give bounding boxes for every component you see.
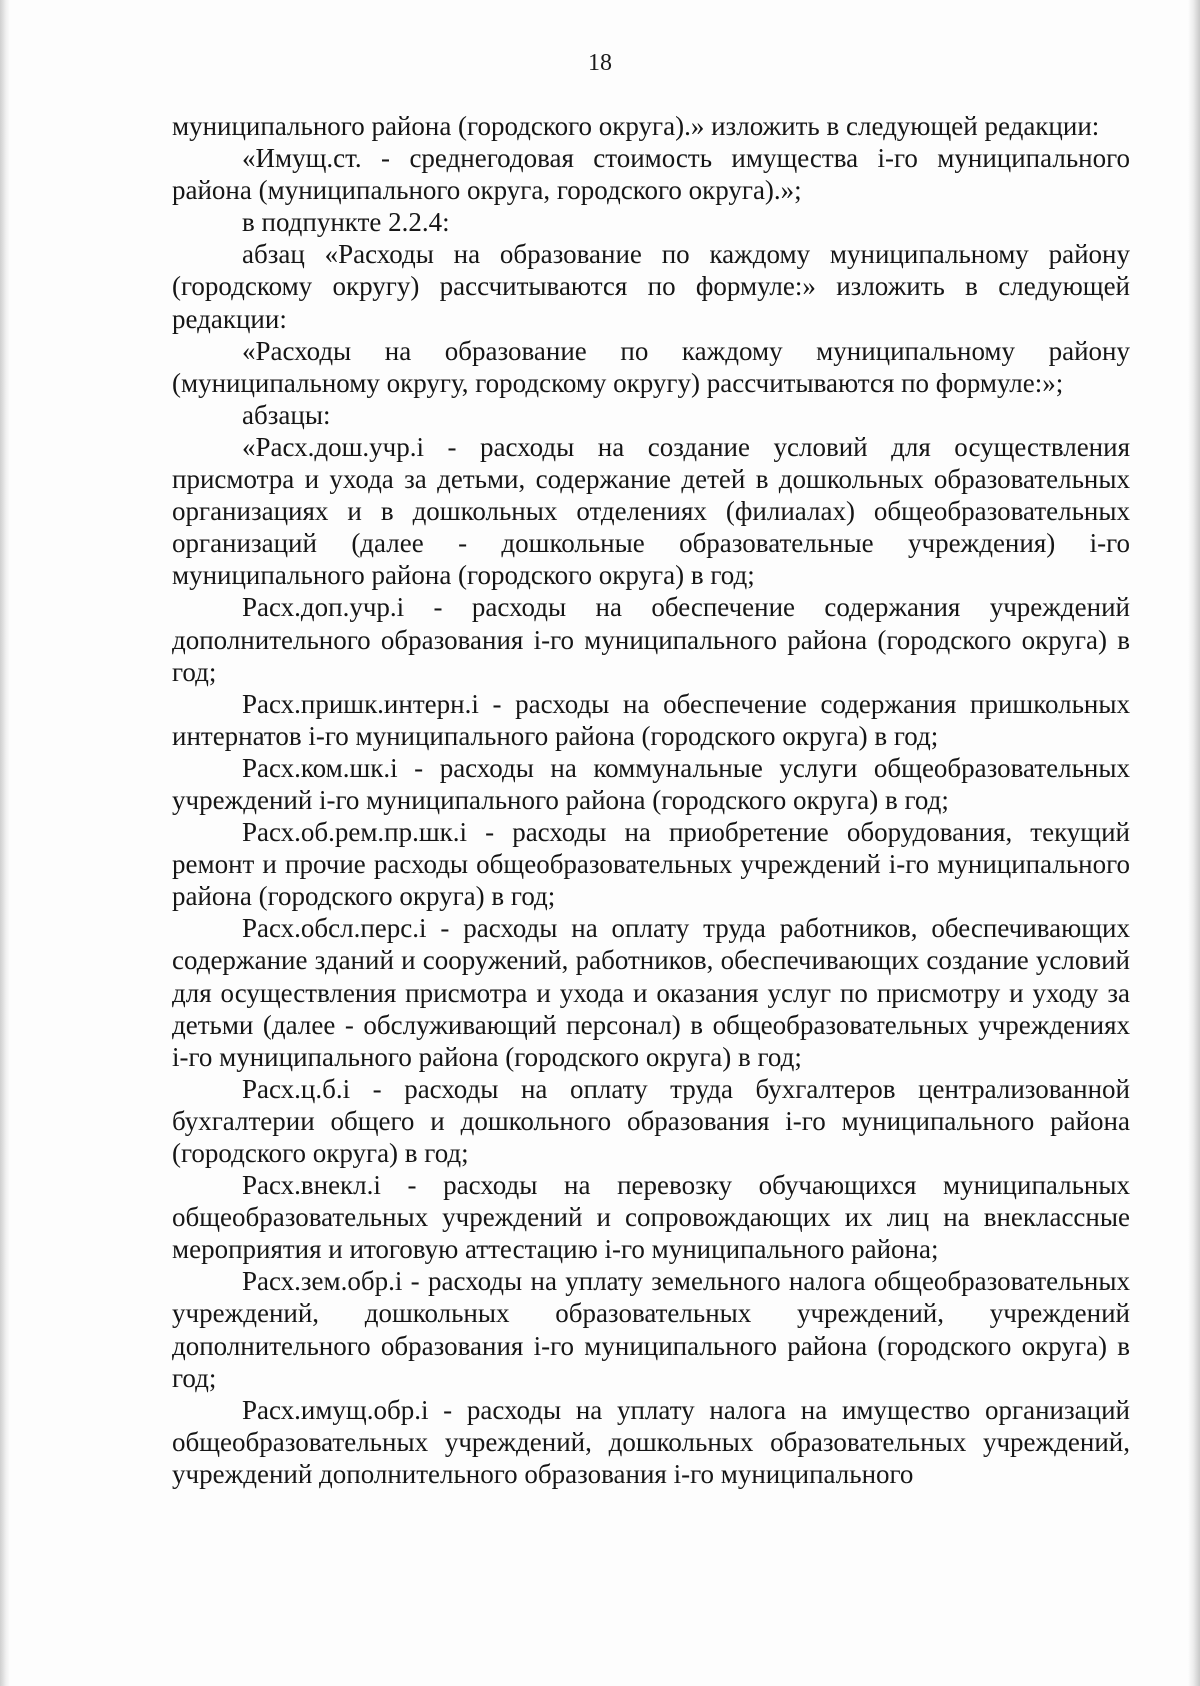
paragraph: Расх.об.рем.пр.шк.i - расходы на приобретение оборудования, текущий ремонт и прочие расходы общеобразовательных учреждений i-го муниципального района (городского округа) в год; [172,817,1130,912]
paragraph: «Расходы на образование по каждому муниципальному району (муниципальному округу, городскому округу) рассчитываются по формуле:»; [172,335,1130,398]
paragraph: абзац «Расходы на образование по каждому муниципальному району (городскому округу) рассчитываются по формуле:» изложить в следующей редакции: [172,239,1130,334]
paragraph: Расх.имущ.обр.i - расходы на уплату налога на имущество организаций общеобразовательных учреждений, дошкольных образовательных учреждений, учреждений дополнительного образования i-го муниципального [172,1394,1130,1489]
scan-edge-left [0,0,10,1686]
paragraph: Расх.внекл.i - расходы на перевозку обучающихся муниципальных общеобразовательных учреждений и сопровождающих их лиц на внеклассные мероприятия и итоговую аттестацию i-го муниципального района; [172,1170,1130,1265]
paragraph: Расх.зем.обр.i - расходы на уплату земельного налога общеобразовательных учреждений, дошкольных образовательных учреждений, учреждений дополнительного образования i-го муниципального района (городского округа) в год; [172,1266,1130,1393]
paragraph: Расх.обсл.перс.i - расходы на оплату труда работников, обеспечивающих содержание зданий и сооружений, работников, обеспечивающих создание условий для осуществления присмотра и ухода и оказания услуг по присмотру и уходу за детьми (далее - обслуживающий персонал) в общеобразовательных учреждениях i-го муниципального района (городского округа) в год; [172,913,1130,1072]
scan-edge-right [1188,0,1200,1686]
document-body [172,110,1130,1490]
paragraph: Расх.пришк.интерн.i - расходы на обеспечение содержания пришкольных интернатов i-го муниципального района (городского округа) в год; [172,688,1130,751]
paragraph: абзацы: [242,399,331,430]
paragraph: Расх.доп.учр.i - расходы на обеспечение содержания учреждений дополнительного образования i-го муниципального района (городского округа) в год; [172,592,1130,687]
paragraph: «Расх.дош.учр.i - расходы на создание условий для осуществления присмотра и ухода за детьми, содержание детей в дошкольных образовательных организациях и в дошкольных отделениях (филиалах) общеобразовательных организаций (далее - дошкольные образовательные учреждения) i-го муниципального района (городского округа) в год; [172,431,1130,591]
paragraph: муниципального района (городского округа).» изложить в следующей редакции: [172,111,1100,141]
paragraph: «Имущ.ст. - среднегодовая стоимость имущества i-го муниципального района (муниципального округа, городского округа).»; [172,143,1130,206]
paragraph: Расх.ц.б.i - расходы на оплату труда бухгалтеров централизованной бухгалтерии общего и дошкольного образования i-го муниципального района (городского округа) в год; [172,1073,1130,1168]
paragraph: Расх.ком.шк.i - расходы на коммунальные услуги общеобразовательных учреждений i-го муниципального района (городского округа) в год; [172,752,1130,815]
paragraph: в подпункте 2.2.4: [242,207,450,238]
page-number: 18 [588,50,612,76]
